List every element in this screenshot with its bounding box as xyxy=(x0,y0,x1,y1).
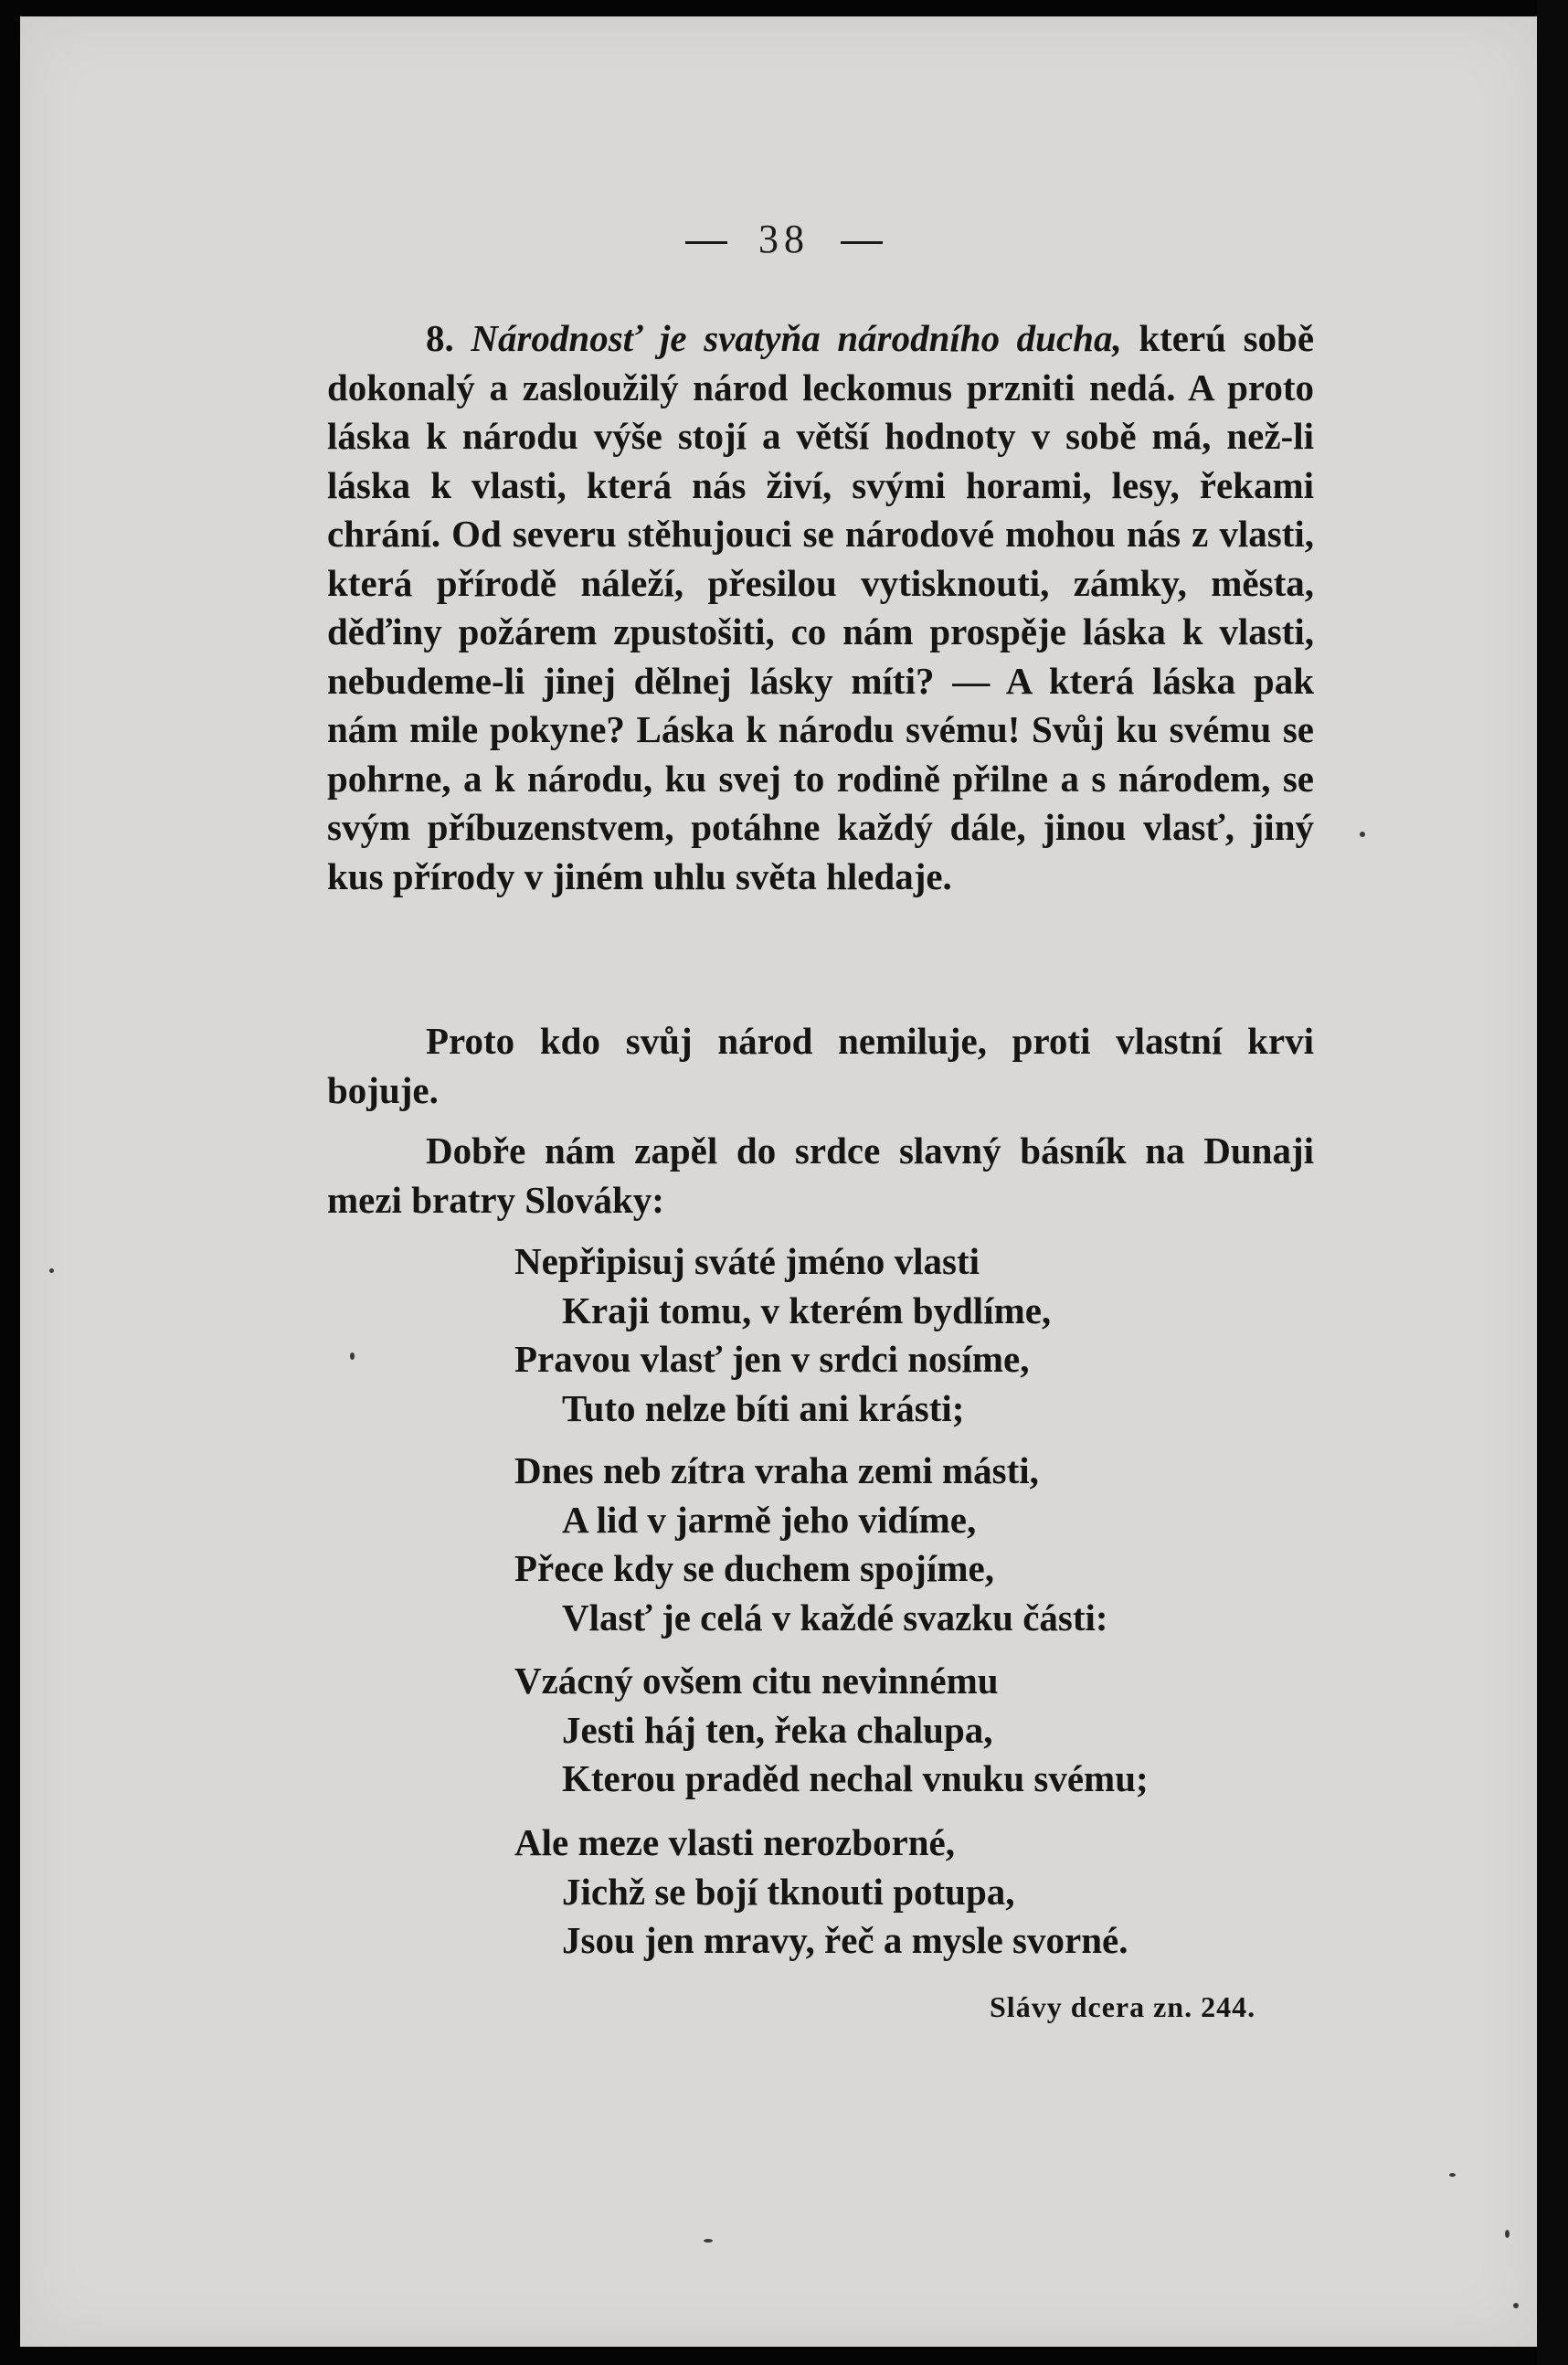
paper-speck xyxy=(1505,2230,1510,2238)
section-lead-italic: Národnosť je svatyňa národního ducha, xyxy=(471,317,1122,359)
paper-speck xyxy=(49,1268,54,1273)
poem-stanza-3 xyxy=(514,1657,1245,1804)
poem-line: A lid v jarmě jeho vidíme, xyxy=(562,1498,977,1541)
poem-line: Pravou vlasť jen v srdci nosíme, xyxy=(514,1338,1030,1380)
paragraph-body xyxy=(327,314,1314,901)
poem-line: Kraji tomu, v kterém bydlíme, xyxy=(562,1289,1052,1331)
paragraph-section-8 xyxy=(327,314,1314,901)
poem-line: Přece kdy se duchem spojíme, xyxy=(514,1547,994,1589)
poem-line: Tuto nelze bíti ani krásti; xyxy=(562,1386,965,1429)
poem-line: Nepřipisuj sváté jméno vlasti xyxy=(514,1240,980,1282)
poem-line: Jichž se bojí tknouti potupa, xyxy=(562,1870,1015,1913)
poem-line: Ale meze vlasti nerozborné, xyxy=(514,1821,955,1863)
poem-line: Jesti háj ten, řeka chalupa, xyxy=(562,1708,993,1751)
paragraph-proto-text: Proto kdo svůj národ nemiluje, proti vlastní krvi bojuje. xyxy=(327,1020,1314,1111)
poem-line: Dnes neb zítra vraha zemi másti, xyxy=(514,1449,1039,1491)
section-body-text: kterú sobě dokonalý a zasloužilý národ leckomus przniti nedá. A proto láska k národu výše stojí a větší hodnoty v sobě má, než-li láska k vlasti, která nás živí, svými horami, lesy, řekami chrání. Od severu stěhujouci se národové mohou nás z vlasti, která přírodě náleží, přesilou vytisknouti, zámky, města, děďiny požárem zpustošiti, co nám prospěje láska k vlasti, nebudeme-li jinej dělnej lásky míti? — A která láska pak nám mile pokyne? Láska k národu svému! Svůj ku svému se pohrne, a k národu, ku svej to rodině přilne a s národem, se svým příbuzenstvem, potáhne každý dále, jinou vlasť, jiný kus přírody v jiném uhlu světa hledaje. xyxy=(327,317,1315,897)
page-number-dash-left xyxy=(685,241,727,244)
poem-stanza-4 xyxy=(514,1819,1245,1966)
poem-line: Jsou jen mravy, řeč a mysle svorné. xyxy=(562,1919,1128,1961)
page-number-dash-right xyxy=(841,241,883,244)
paper-speck xyxy=(1513,2303,1519,2308)
poem-line: Kterou praděd nechal vnuku svému; xyxy=(562,1757,1149,1799)
paragraph-proto xyxy=(327,1017,1314,1115)
paragraph-intro-poem xyxy=(327,1127,1314,1225)
poem-line: Vlasť je celá v každé svazku části: xyxy=(562,1596,1108,1639)
page-number xyxy=(0,216,1568,262)
paper-speck xyxy=(704,2239,713,2243)
poem-stanza-1 xyxy=(514,1237,1245,1433)
scan-border xyxy=(1537,0,1568,2365)
section-number: 8. xyxy=(426,317,454,359)
paper-speck xyxy=(1449,2173,1456,2177)
page-number-value: 38 xyxy=(758,217,810,261)
paper-speck xyxy=(350,1352,355,1360)
paragraph-intro-poem-text: Dobře nám zapěl do srdce slavný básník na Dunaji mezi bratry Slováky: xyxy=(327,1129,1314,1221)
paper-speck xyxy=(1360,832,1365,837)
poem-attribution: Slávy dcera zn. 244. xyxy=(990,1990,1256,2023)
poem-line: Vzácný ovšem citu nevinnému xyxy=(514,1660,999,1702)
poem-stanza-2 xyxy=(514,1447,1245,1642)
